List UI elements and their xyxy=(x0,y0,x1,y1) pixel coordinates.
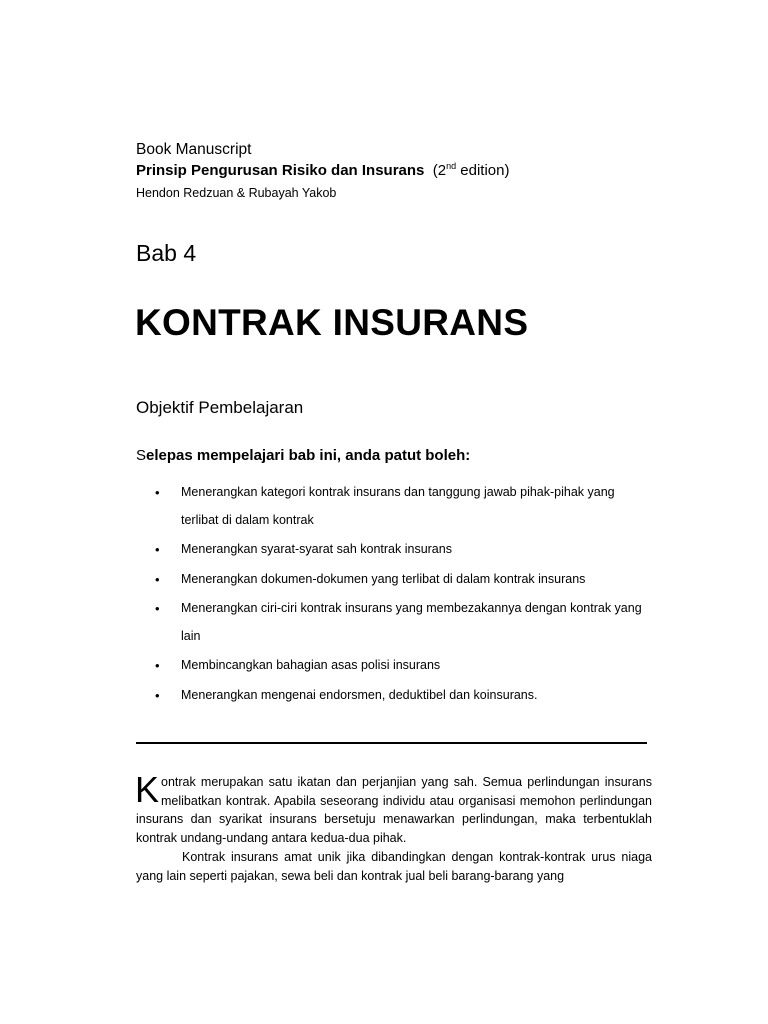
authors: Hendon Redzuan & Rubayah Yakob xyxy=(136,186,337,200)
objectives-heading: Objektif Pembelajaran xyxy=(136,398,304,417)
paragraph xyxy=(135,769,652,848)
list-item-text: Membincangkan bahagian asas polisi insurans xyxy=(181,658,441,672)
list-item xyxy=(155,566,655,594)
edition xyxy=(433,162,510,179)
bullet-icon: • xyxy=(155,542,160,557)
list-item xyxy=(155,682,655,710)
list-item-text: Menerangkan mengenai endorsmen, deduktibel dan koinsurans. xyxy=(181,687,538,702)
list-item xyxy=(155,652,655,680)
objectives-lead-first-letter: S xyxy=(136,447,147,464)
bullet-icon: • xyxy=(155,658,160,673)
book-title-line xyxy=(136,162,509,179)
edition-open: (2 xyxy=(432,162,447,179)
manuscript-label: Book Manuscript xyxy=(136,141,252,158)
edition-close: edition) xyxy=(456,162,510,179)
bullet-icon: • xyxy=(155,687,160,703)
list-item-text: Menerangkan ciri-ciri kontrak insurans yang membezakannya dengan kontrak yang lain xyxy=(181,601,642,643)
paragraph: Kontrak insurans amat unik jika dibandingkan dengan kontrak-kontrak urus niaga yang lain seperti pajakan, sewa beli dan kontrak jual beli barang-barang yang xyxy=(136,849,652,883)
list-item xyxy=(155,536,655,564)
bullet-icon: • xyxy=(155,485,160,500)
list-item xyxy=(155,479,655,534)
book-title: Prinsip Pengurusan Risiko dan Insurans xyxy=(136,162,425,179)
list-item-text: Menerangkan kategori kontrak insurans dan tanggung jawab pihak-pihak yang terlibat di dalam kontrak xyxy=(181,485,615,527)
edition-superscript: nd xyxy=(446,161,457,171)
list-item-text: Menerangkan dokumen-dokumen yang terlibat di dalam kontrak insurans xyxy=(181,571,586,586)
chapter-number: Bab 4 xyxy=(136,240,197,266)
list-item-text: Menerangkan syarat-syarat sah kontrak insurans xyxy=(181,542,452,556)
list-item xyxy=(155,595,655,650)
chapter-title: KONTRAK INSURANS xyxy=(135,302,529,343)
body-text xyxy=(135,769,652,885)
paragraph-text: ontrak merupakan satu ikatan dan perjanjian yang sah. Semua perlindungan insurans melibatkan kontrak. Apabila seseorang individu atau organisasi memohon perlindungan insurans dan syarikat insurans bersetuju menawarkan perlindungan, maka terbentuklah kontrak undang-undang antara kedua-dua pihak. xyxy=(136,775,652,846)
objectives-lead xyxy=(136,447,470,464)
section-divider xyxy=(136,742,647,744)
drop-cap: K xyxy=(135,769,160,810)
bullet-icon: • xyxy=(155,601,160,616)
bullet-icon: • xyxy=(155,571,160,587)
objectives-list xyxy=(155,479,655,711)
objectives-lead-text: elepas mempelajari bab ini, anda patut boleh: xyxy=(146,447,471,464)
